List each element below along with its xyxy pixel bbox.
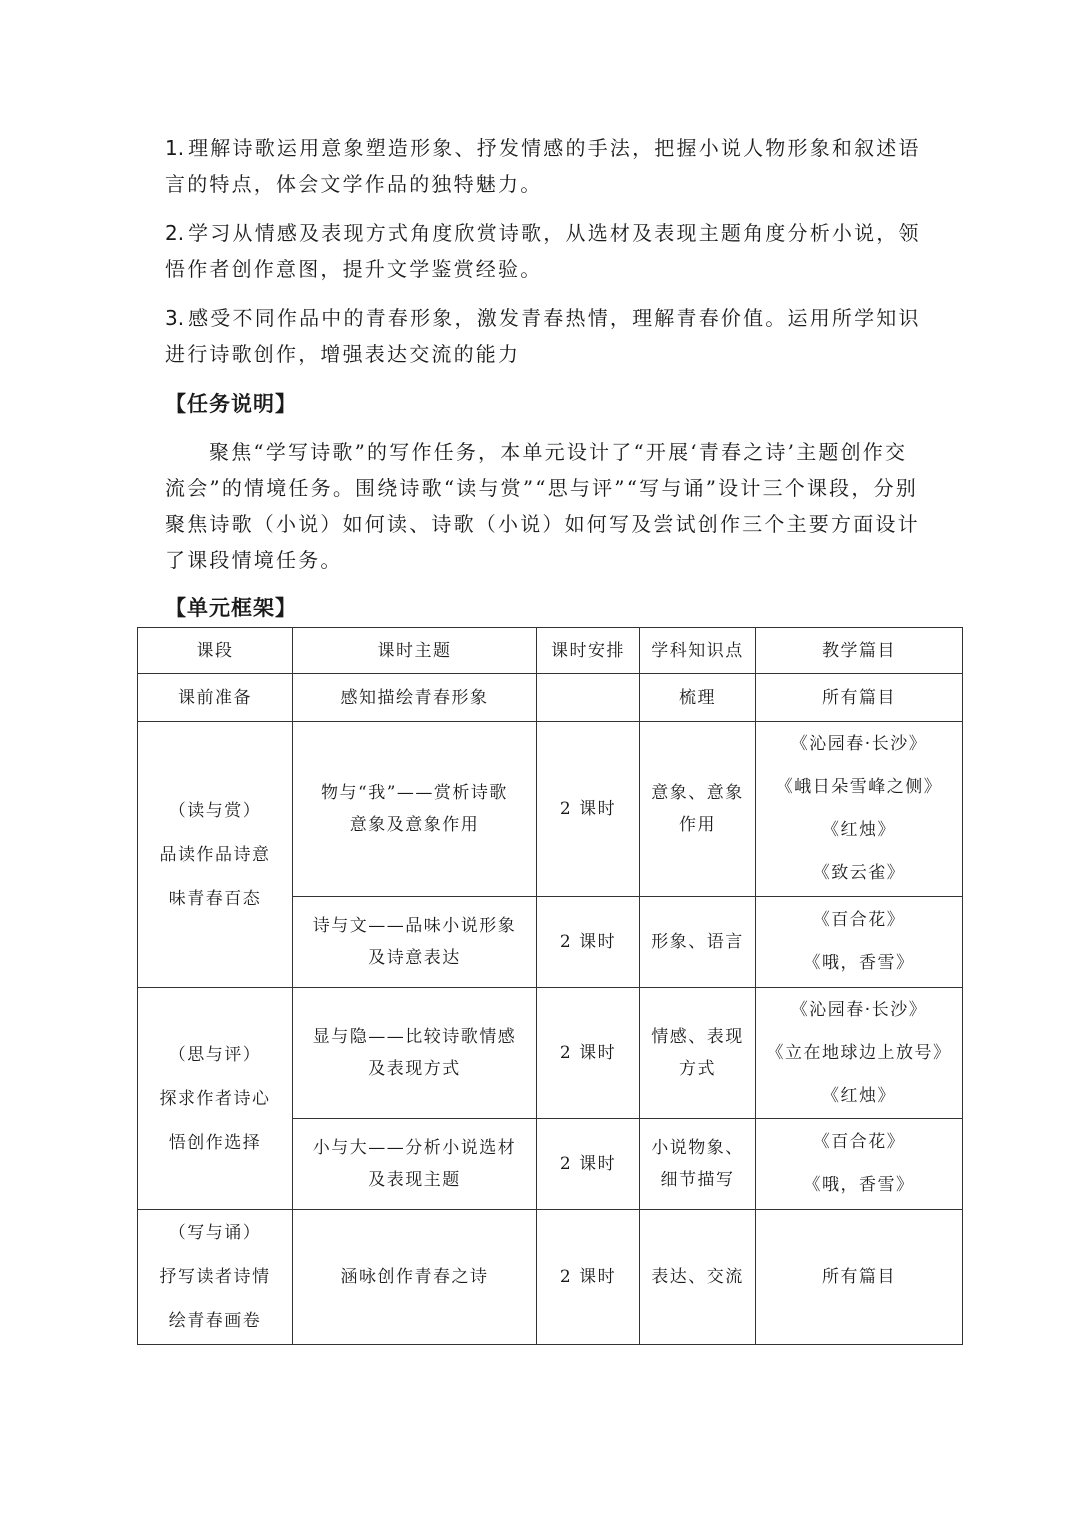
segment-write-recite: （写与诵） 抒写读者诗情 绘青春画卷 — [138, 1210, 293, 1345]
lesson-texts: 《百合花》 《哦，香雪》 — [756, 897, 963, 988]
segment-think-evaluate: （思与评） 探求作者诗心 悟创作选择 — [138, 988, 293, 1210]
lesson-texts: 《沁园春·长沙》 《峨日朵雪峰之侧》 《红烛》 《致云雀》 — [756, 722, 963, 897]
lesson-knowledge: 小说物象、 细节描写 — [640, 1119, 756, 1210]
objective-2: 2. 学习从情感及表现方式角度欣赏诗歌，从选材及表现主题角度分析小说，领悟作者创作意图，提升文学鉴赏经验。 — [165, 221, 921, 281]
lesson-knowledge: 表达、交流 — [640, 1210, 756, 1345]
lesson-hours: 2 课时 — [537, 988, 640, 1119]
lesson-theme: 涵咏创作青春之诗 — [293, 1210, 537, 1345]
pre-hours — [537, 674, 640, 722]
header-texts: 教学篇目 — [756, 628, 963, 674]
segment-read-appreciate: （读与赏） 品读作品诗意 味青春百态 — [138, 722, 293, 988]
table-row-seg2-a — [138, 988, 963, 1119]
table-row-seg1-a — [138, 722, 963, 897]
lesson-knowledge: 形象、语言 — [640, 897, 756, 988]
lesson-knowledge: 意象、意象 作用 — [640, 722, 756, 897]
lesson-knowledge: 情感、表现 方式 — [640, 988, 756, 1119]
task-description: 聚焦“学写诗歌”的写作任务，本单元设计了“开展‘青春之诗’主题创作交流会”的情境任务。围绕诗歌“读与赏”“思与评”“写与诵”设计三个课段，分别聚焦诗歌（小说）如何读、诗歌（小说）如何写及尝试创作三个主要方面设计了课段情境任务。 — [165, 440, 920, 572]
header-knowledge: 学科知识点 — [640, 628, 756, 674]
pre-texts: 所有篇目 — [756, 674, 963, 722]
table-row-seg3 — [138, 1210, 963, 1345]
lesson-theme: 诗与文——品味小说形象 及诗意表达 — [293, 897, 537, 988]
unit-framework-table — [137, 627, 963, 1345]
header-segment: 课段 — [138, 628, 293, 674]
objective-3: 3. 感受不同作品中的青春形象，激发青春热情，理解青春价值。运用所学知识进行诗歌创作，增强表达交流的能力 — [165, 306, 921, 366]
framework-heading: 【单元框架】 — [165, 596, 297, 620]
lesson-texts: 所有篇目 — [756, 1210, 963, 1345]
lesson-texts: 《沁园春·长沙》 《立在地球边上放号》 《红烛》 — [756, 988, 963, 1119]
objective-1: 1. 理解诗歌运用意象塑造形象、抒发情感的手法，把握小说人物形象和叙述语言的特点，体会文学作品的独特魅力。 — [165, 136, 921, 196]
lesson-hours: 2 课时 — [537, 1210, 640, 1345]
lesson-theme: 小与大——分析小说选材 及表现主题 — [293, 1119, 537, 1210]
lesson-theme: 物与“我”——赏析诗歌 意象及意象作用 — [293, 722, 537, 897]
pre-knowledge: 梳理 — [640, 674, 756, 722]
header-hours: 课时安排 — [537, 628, 640, 674]
table-header-row — [138, 628, 963, 674]
header-theme: 课时主题 — [293, 628, 537, 674]
lesson-theme: 显与隐——比较诗歌情感 及表现方式 — [293, 988, 537, 1119]
lesson-hours: 2 课时 — [537, 1119, 640, 1210]
pre-segment: 课前准备 — [138, 674, 293, 722]
table-row-pre — [138, 674, 963, 722]
task-heading: 【任务说明】 — [165, 392, 297, 416]
lesson-hours: 2 课时 — [537, 897, 640, 988]
pre-theme: 感知描绘青春形象 — [293, 674, 537, 722]
lesson-texts: 《百合花》 《哦，香雪》 — [756, 1119, 963, 1210]
lesson-hours: 2 课时 — [537, 722, 640, 897]
